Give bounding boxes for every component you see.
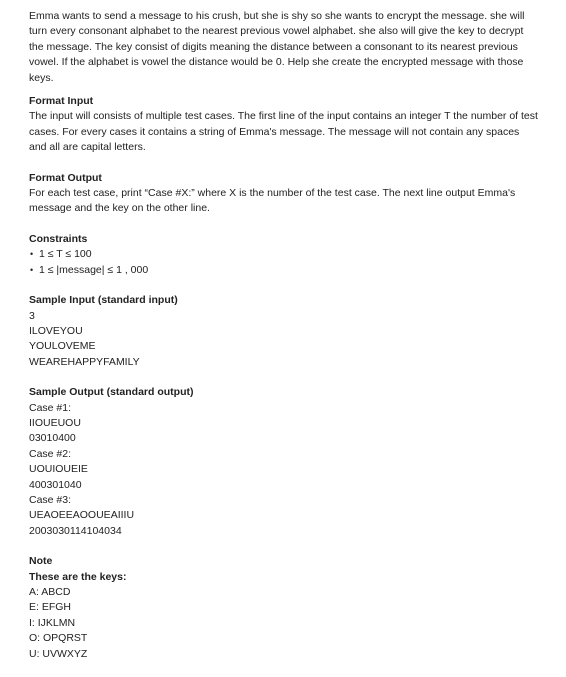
sample-output-line: 03010400: [29, 432, 76, 445]
constraint-text: 1 ≤ |message| ≤ 1 , 000: [39, 263, 149, 276]
sample-output-line: UOUIOUEIE: [29, 463, 88, 476]
sample-output-line: Case #3:: [29, 493, 72, 506]
bullet-icon: •: [30, 264, 34, 275]
sample-output-line: 2003030114104034: [29, 524, 122, 537]
note-heading: Note: [29, 555, 53, 568]
intro-paragraph: Emma wants to send a message to his crush, but she is shy so she wants to encrypt the message. she will turn every consonant alphabet to the nearest previous vowel alphabet. she also will give the key to decrypt the message. The key consist of digits meaning the distance between a consonant to its nearest previous vowel. If the alphabet is vowel the distance would be 0. Help she create the encrypted message with those keys.: [29, 10, 525, 84]
constraint-item: [29, 263, 538, 278]
constraints-section: [29, 232, 538, 278]
sample-output-section: [29, 385, 538, 539]
sample-input-line: YOULOVEME: [29, 340, 96, 353]
sample-input-line: WEAREHAPPYFAMILY: [29, 355, 140, 368]
sample-input-section: [29, 293, 538, 370]
format-output-section: [29, 171, 538, 217]
constraints-heading: Constraints: [29, 232, 88, 245]
note-subheading: These are the keys:: [29, 570, 127, 583]
sample-output-line: UEAOEEAOOUEAIIIU: [29, 509, 135, 522]
constraint-text: 1 ≤ T ≤ 100: [39, 248, 92, 261]
format-input-heading: Format Input: [29, 95, 94, 108]
format-output-text: For each test case, print “Case #X:” where X is the number of the test case. The next line output Emma's message and the key on the other line.: [29, 187, 516, 215]
bullet-icon: •: [30, 249, 34, 260]
sample-output-line: Case #2:: [29, 447, 72, 460]
sample-output-line: 400301040: [29, 478, 82, 491]
note-key-line: U: UVWXYZ: [29, 647, 88, 660]
sample-output-line: IIOUEUOU: [29, 416, 81, 429]
sample-input-line: 3: [29, 309, 35, 322]
format-output-heading: Format Output: [29, 171, 102, 184]
sample-input-heading: Sample Input (standard input): [29, 294, 178, 307]
format-input-section: [29, 94, 538, 156]
note-key-line: I: IJKLMN: [29, 616, 76, 629]
note-key-line: E: EFGH: [29, 601, 72, 614]
sample-output-line: Case #1:: [29, 401, 72, 414]
note-section: [29, 554, 538, 662]
note-key-line: O: OPQRST: [29, 632, 88, 645]
constraint-item: [29, 247, 538, 262]
sample-output-heading: Sample Output (standard output): [29, 386, 194, 399]
sample-input-line: ILOVEYOU: [29, 324, 83, 337]
format-input-text: The input will consists of multiple test cases. The first line of the input contains an integer T the number of test cases. For every cases it contains a string of Emma's message. The message will not contain any spaces and all are capital letters.: [29, 110, 538, 154]
note-key-line: A: ABCD: [29, 586, 71, 598]
